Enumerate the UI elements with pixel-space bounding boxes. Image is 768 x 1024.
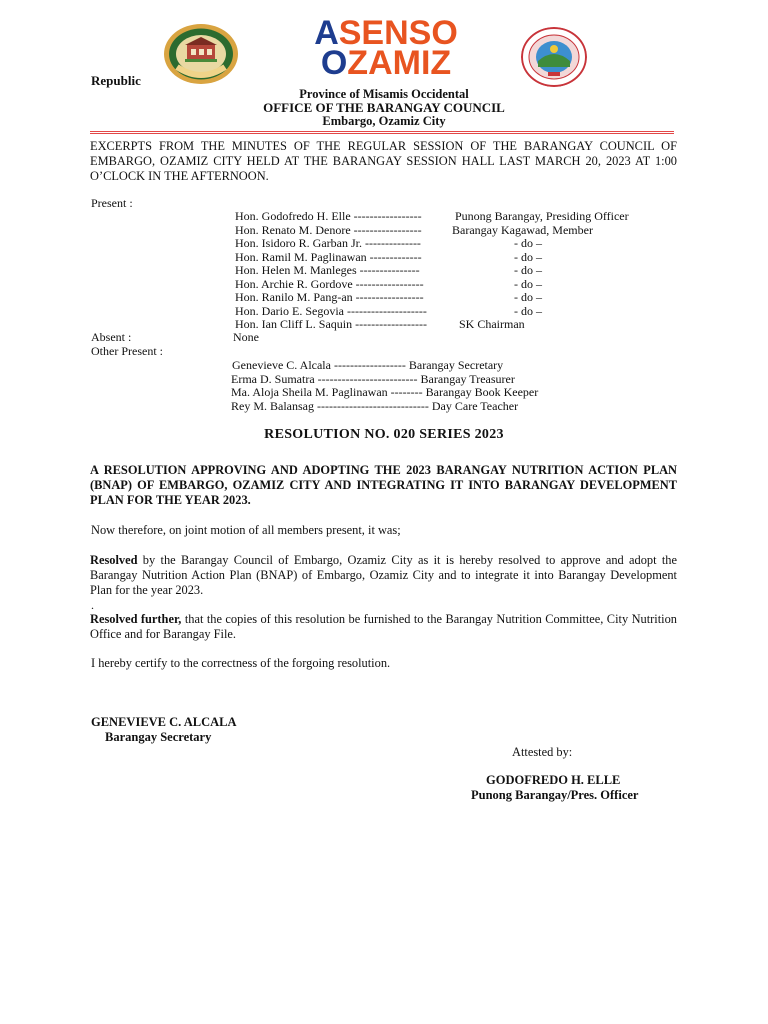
present-member-name: Hon. Ramil M. Paglinawan -------------	[235, 249, 422, 264]
present-member-role: - do –	[514, 303, 542, 318]
present-member-name: Hon. Isidoro R. Garban Jr. --------------	[235, 236, 421, 250]
present-member-name: Hon. Ian Cliff L. Saquin ------------------	[235, 317, 428, 331]
other-present-label: Other Present :	[91, 344, 163, 358]
resolved-further-text: that the copies of this resolution be furnished to the Barangay Nutrition Committee, City Nutrition Office and for Barangay File.	[90, 612, 677, 641]
resolution-heading: A RESOLUTION APPROVING AND ADOPTING THE 2023 BARANGAY NUTRITION ACTION PLAN (BNAP) OF EMBARGO, OZAMIZ CITY AND INTEGRATING IT INTO BARANGAY DEVELOPMENT PLAN FOR THE YEAR 2023.	[90, 463, 677, 507]
present-label: Present :	[91, 196, 133, 210]
separator-dot: .	[91, 598, 94, 612]
present-member-name: Hon. Godofredo H. Elle -----------------	[235, 209, 422, 223]
resolved-further-label: Resolved further,	[90, 612, 182, 626]
logo-text-zamiz: ZAMIZ	[347, 44, 452, 82]
attested-by-label: Attested by:	[512, 745, 573, 759]
barangay-embargo-seal-icon	[163, 23, 239, 85]
present-member-name: Hon. Archie R. Gordove -----------------	[235, 276, 424, 291]
present-member-name: Hon. Dario E. Segovia --------------------	[235, 303, 427, 318]
present-member-role: Barangay Kagawad, Member	[452, 222, 593, 237]
motion-text: Now therefore, on joint motion of all members present, it was;	[91, 523, 401, 537]
resolved-text: by the Barangay Council of Embargo, Ozamiz City as it is hereby resolved to approve and adopt the Barangay Nutrition Action Plan (BNAP) of Embargo, Ozamiz City and to integrate it into Barangay Development Plan for the year 2023.	[90, 553, 677, 597]
present-member-name: Hon. Helen M. Manleges ---------------	[235, 263, 420, 277]
logo-letter-a: A	[314, 14, 339, 52]
resolved-label: Resolved	[90, 553, 138, 567]
logo-text-senso: SENSO	[338, 14, 458, 52]
office-line: OFFICE OF THE BARANGAY COUNCIL	[263, 100, 505, 115]
present-member-role: - do –	[514, 276, 542, 291]
present-member-role: - do –	[514, 236, 542, 250]
present-member-role: Punong Barangay, Presiding Officer	[455, 209, 629, 223]
city-of-ozamiz-seal-icon	[521, 27, 587, 87]
excerpt-paragraph: EXCERPTS FROM THE MINUTES OF THE REGULAR SESSION OF THE BARANGAY COUNCIL OF EMBARGO, OZAMIZ CITY HELD AT THE BARANGAY SESSION HALL LAST MARCH 20, 2023 AT 1:00 O’CLOCK IN THE AFTERNOON.	[90, 139, 677, 183]
resolved-paragraph	[90, 553, 677, 598]
certify-text: I hereby certify to the correctness of the forgoing resolution.	[91, 656, 391, 670]
punong-barangay-title: Punong Barangay/Pres. Officer	[471, 788, 639, 802]
other-present-item: Rey M. Balansag ---------------------------- Day Care Teacher	[231, 398, 519, 413]
other-present-item: Ma. Aloja Sheila M. Paglinawan -------- Barangay Book Keeper	[231, 385, 539, 399]
resolution-title: RESOLUTION NO. 020 SERIES 2023	[264, 427, 504, 442]
republic-label: Republic	[91, 73, 141, 88]
present-member-name: Hon. Ranilo M. Pang-an -----------------	[235, 290, 424, 304]
secretary-name: GENEVIEVE C. ALCALA	[91, 715, 237, 729]
present-member-role: - do –	[514, 263, 542, 277]
resolved-further-paragraph	[90, 612, 677, 642]
other-present-item: Genevieve C. Alcala ------------------ Barangay Secretary	[232, 358, 504, 372]
location-line: Embargo, Ozamiz City	[322, 114, 446, 128]
absent-value: None	[233, 330, 259, 344]
logo-letter-o: O	[320, 44, 348, 82]
province-line: Province of Misamis Occidental	[299, 87, 469, 101]
other-present-item: Erma D. Sumatra ------------------------- Barangay Treasurer	[231, 371, 515, 386]
present-member-name: Hon. Renato M. Denore -----------------	[235, 222, 422, 237]
present-member-role: SK Chairman	[459, 317, 525, 331]
header-divider	[90, 131, 674, 134]
absent-label: Absent :	[91, 330, 132, 344]
asenso-ozamiz-logo	[310, 14, 462, 82]
punong-barangay-name: GODOFREDO H. ELLE	[486, 773, 621, 787]
present-member-role: - do –	[514, 290, 542, 304]
secretary-title: Barangay Secretary	[105, 730, 212, 744]
present-member-role: - do –	[514, 249, 542, 264]
